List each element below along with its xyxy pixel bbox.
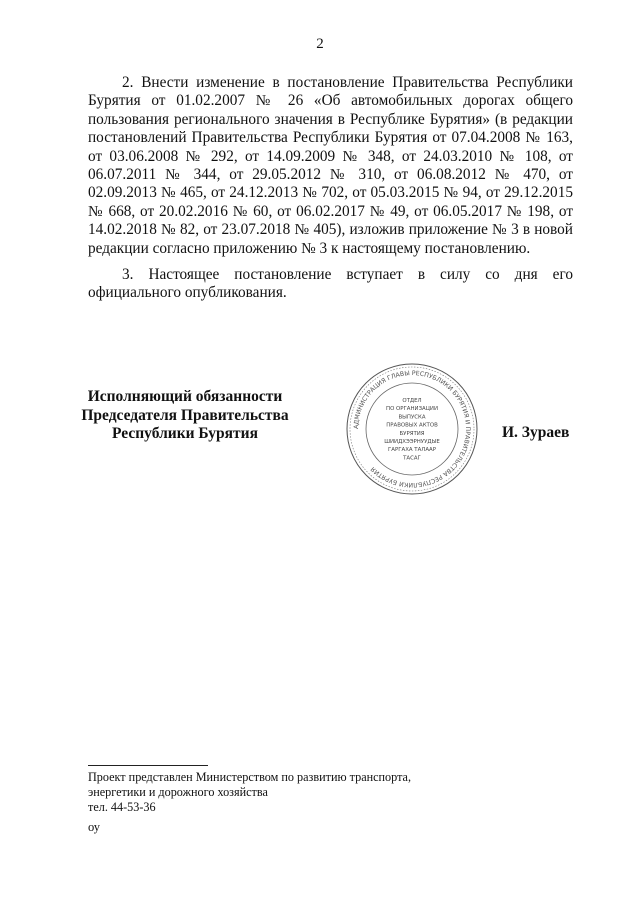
seal-ring-text: АДМИНИСТРАЦИЯ ГЛАВЫ РЕСПУБЛИКИ БУРЯТИЯ И ПРАВИТЕЛЬСТВА РЕСПУБЛИКИ БУРЯТИЯ	[352, 369, 472, 489]
seal-center-line: ПО ОРГАНИЗАЦИИ	[386, 406, 438, 413]
seal-center-line: ВЫПУСКА	[398, 414, 426, 421]
signatory-name: И. Зураев	[502, 424, 570, 441]
paragraph-3-text: 3. Настоящее постановление вступает в силу со дня его официального опубликования.	[88, 266, 573, 302]
signatory-title-line3: Республики Бурятия	[112, 425, 258, 442]
footnote-divider	[88, 765, 208, 766]
executor-initials: оу	[88, 820, 101, 834]
page-number: 2	[316, 36, 324, 52]
seal-center-line: ОТДЕЛ	[402, 398, 422, 404]
seal-center-line: ПРАВОВЫХ АКТОВ	[386, 422, 438, 429]
footnote-line1: Проект представлен Министерством по развитию транспорта,	[88, 770, 412, 784]
signatory-title	[60, 388, 310, 444]
paragraph-2-text: 2. Внести изменение в постановление Правительства Республики Бурятия от 01.02.2007 № 26 «Об автомобильных дорогах общего пользования регионального значения в Республике Бурятия» (в редакции постановлений Правительства Республики Бурятия от 07.04.2008 № 163, от 03.06.2008 № 292, от 14.09.2009 № 348, от 24.03.2010 № 108, от 06.07.2011 № 344, от 29.05.2012 № 310, от 06.08.2012 № 470, от 02.09.2013 № 465, от 24.12.2013 № 702, от 05.03.2015 № 94, от 29.12.2015 № 668, от 20.02.2016 № 60, от 06.02.2017 № 49, от 06.05.2017 № 198, от 14.02.2018 № 82, от 23.07.2018 № 405), изложив приложение № 3 в новой редакции согласно приложению № 3 к настоящему постановлению.	[88, 74, 573, 257]
seal-center-line: ГАРГАХА ТАЛААР	[388, 447, 436, 454]
official-seal-stamp	[338, 362, 486, 496]
seal-center-line: ТАСАГ	[403, 455, 421, 462]
footnote-phone: тел. 44-53-36	[88, 800, 156, 814]
paragraph-2	[88, 74, 573, 258]
footnote	[88, 770, 411, 815]
paragraph-3	[88, 266, 573, 303]
signatory-title-line2: Председателя Правительства	[81, 406, 289, 424]
seal-center-line: БУРЯТИЯ	[399, 430, 425, 437]
signatory-title-line1: Исполняющий обязанности	[87, 388, 283, 405]
footnote-line2: энергетики и дорожного хозяйства	[88, 785, 268, 799]
seal-center-line: ШИИДХЭЭРНУУДЫЕ	[384, 439, 440, 445]
